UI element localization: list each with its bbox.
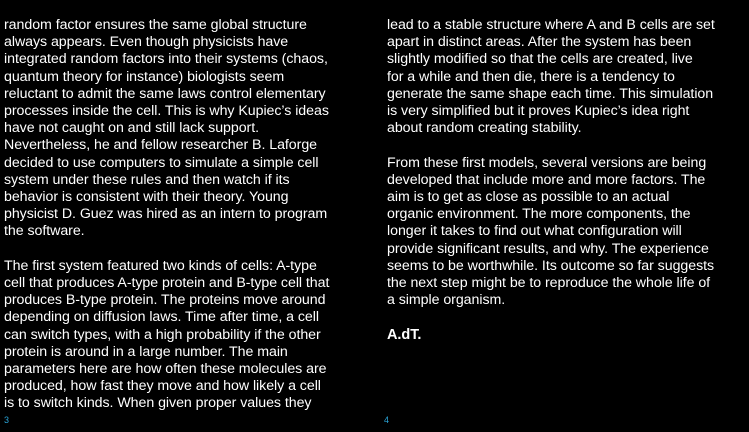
author-signature: A.dT. bbox=[387, 326, 422, 343]
left-paragraph-1: random factor ensures the same global structure always appears. Even though physicists have integrated random factors into their systems (chaos, quantum theory for instance) biologists seem reluctant to admit the same laws control elementary processes inside the cell. This is why Kupiec’s ideas have not caught on and still lack support. Nevertheless, he and fellow researcher B. Laforge decided to use computers to simulate a simple cell system under these rules and then watch if its behavior is consistent with their theory. Young physicist D. Guez was hired as an intern to program the software. bbox=[4, 17, 329, 240]
left-page bbox=[0, 0, 374, 432]
left-paragraph-2: The first system featured two kinds of cells: A-type cell that produces A-type protein and B-type cell that produces B-type protein. The proteins move around depending on diffusion laws. Time after time, a cell can switch types, with a high probability if the other protein is around in a large number. The main parameters here are how often these molecules are produced, how fast they move and how likely a cell is to switch kinds. When given proper values they bbox=[4, 257, 330, 412]
page-number-right: 4 bbox=[384, 415, 390, 425]
page-number-left: 3 bbox=[4, 415, 10, 425]
left-text-column bbox=[4, 17, 372, 430]
right-page bbox=[374, 0, 749, 432]
right-paragraph-2: From these first models, several versions are being developed that include more and more factors. The aim is to get as close as possible to an actual organic environment. The more components, the longer it takes to find out what configuration will provide significant results, and why. The experience seems to be worthwhile. Its outcome so far suggests the next step might be to reproduce the whole life of a simple organism. bbox=[387, 154, 715, 309]
right-text-column bbox=[387, 17, 745, 344]
right-paragraph-1: lead to a stable structure where A and B cells are set apart in distinct areas. After the system has been slightly modified so that the cells are created, live for a while and then die, there is a tendency to generate the same shape each time. This simulation is very simplified but it proves Kupiec’s idea right about random creating stability. bbox=[387, 17, 715, 137]
